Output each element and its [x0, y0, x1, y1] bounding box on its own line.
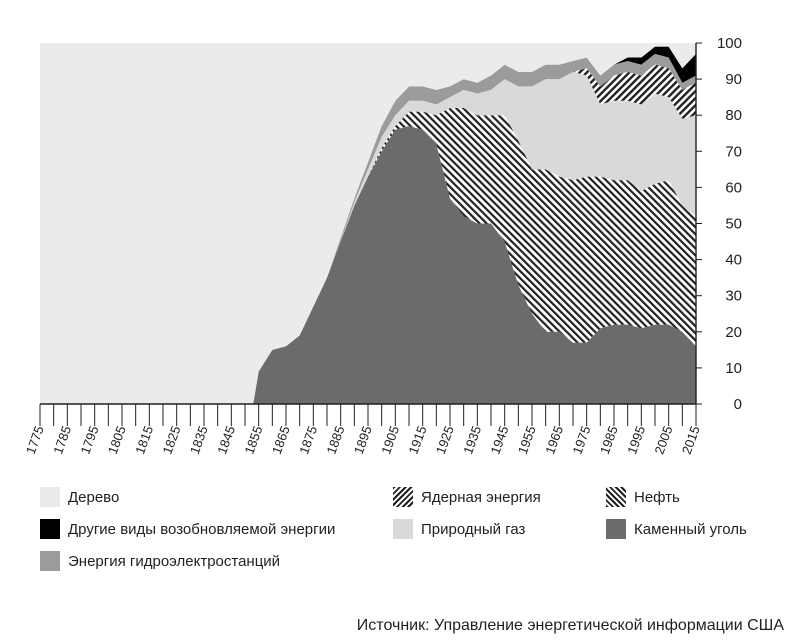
y-tick-label: 50 [725, 215, 742, 233]
legend-label: Природный газ [421, 520, 526, 538]
area-layers [40, 43, 696, 404]
x-tick-label: 1915 [405, 423, 430, 457]
x-tick-label: 1795 [77, 423, 102, 457]
x-tick-label: 1805 [104, 423, 129, 457]
x-tick-label: 1925 [432, 423, 457, 457]
x-tick-label: 1995 [624, 423, 649, 457]
x-tick-label: 1935 [460, 423, 485, 457]
x-tick-label: 1855 [241, 423, 266, 457]
source-caption: Источник: Управление энергетической информации США [356, 617, 784, 634]
x-tick-label: 1785 [50, 423, 75, 457]
x-tick-label: 1905 [378, 423, 403, 457]
x-tick-label: 1845 [214, 423, 239, 457]
y-tick-label: 0 [733, 396, 742, 413]
y-tick-label: 10 [725, 359, 742, 377]
x-tick-label: 1945 [487, 423, 512, 457]
x-tick-label: 1975 [569, 423, 594, 457]
legend-label: Каменный уголь [634, 520, 747, 538]
x-tick-label: 1955 [514, 423, 539, 457]
x-tick-label: 1895 [350, 423, 375, 457]
y-tick-label: 100 [716, 35, 742, 52]
x-tick-label: 1835 [186, 423, 211, 457]
x-tick-label: 1825 [159, 423, 184, 457]
x-tick-label: 1985 [596, 423, 621, 457]
x-tick-label: 1965 [542, 423, 567, 457]
x-tick-label: 2015 [678, 423, 703, 457]
y-tick-label: 90 [725, 71, 742, 89]
y-tick-label: 30 [725, 287, 742, 305]
x-tick-label: 1815 [132, 423, 157, 457]
y-tick-label: 40 [725, 251, 742, 269]
legend-label: Дерево [68, 488, 120, 506]
x-tick-label: 1865 [268, 423, 293, 457]
legend-label: Другие виды возобновляемой энергии [68, 520, 336, 538]
x-tick-label: 2005 [651, 423, 676, 457]
y-tick-label: 80 [725, 107, 742, 125]
x-tick-label: 1885 [323, 423, 348, 457]
legend-label: Ядерная энергия [421, 488, 541, 506]
x-tick-label: 1875 [296, 423, 321, 457]
legend-label: Нефть [634, 488, 680, 506]
y-tick-label: 70 [725, 143, 742, 161]
legend-label: Энергия гидроэлектростанций [68, 552, 281, 570]
y-tick-label: 60 [725, 179, 742, 197]
y-tick-label: 20 [725, 323, 742, 341]
x-tick-label: 1775 [22, 423, 47, 457]
